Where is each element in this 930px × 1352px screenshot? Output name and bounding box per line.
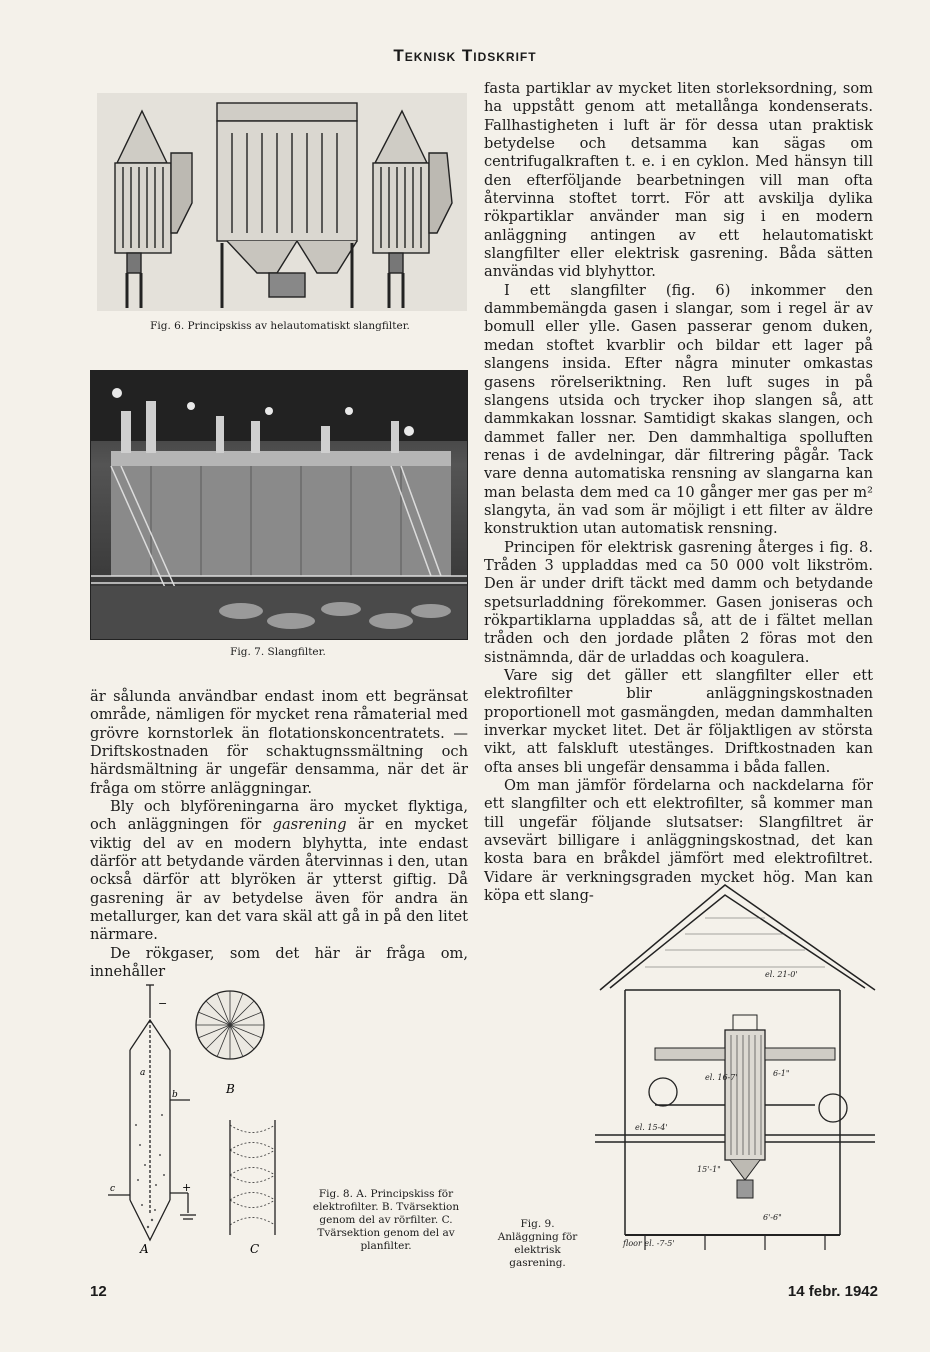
fig9-label-dim2: 6-1" <box>773 1069 790 1078</box>
paragraph: Om man jämför fördelarna och nackdelarna för ett slangfilter och ett elektrofilter, så kommer man till ungefär följande slutsatser: Slangfiltret är avsevärt billigare i anläggningskostnad, det kan kosta bara en bråkdel jämfört med elektrofiltret. Vidare är verkningsgraden mycket hög. Man kan köpa ett slang- <box>484 777 873 905</box>
issue-date: 14 febr. 1942 <box>787 1283 878 1300</box>
fig7-photo <box>90 370 468 640</box>
fig8-label-small-b: b <box>172 1090 178 1100</box>
left-column <box>90 688 468 982</box>
fig8-label-plus: + <box>182 1181 192 1194</box>
paragraph: De rökgaser, som det här är fråga om, innehåller <box>90 944 468 981</box>
paragraph: Principen för elektrisk gasrening återges i fig. 8. Tråden 3 uppladdas med ca 50 000 volt likström. Den är under drift täckt med damm och betydande spetsurladdning förekommer. Gasen joniseras och rökpartiklarna uppladdas så, att de i fältet mellan tråden och den jordade plåten 2 föras mot den sistnämnda, där de urladdas och koagulera. <box>484 538 873 666</box>
fig6-illustration <box>97 93 467 311</box>
paragraph: är sålunda användbar endast inom ett begränsat område, nämligen för mycket rena råmaterial med grövre kornstorlek än flotationskoncentratets. — Driftskostnaden för schaktugnssmältning och härdsmältning är ungefär densamma, när det är fråga om större anläggningar. <box>90 688 468 797</box>
journal-masthead: Teknisk Tidskrift <box>393 46 537 65</box>
fig9-label-el-top: el. 21-0' <box>765 970 798 979</box>
fig9-label-el-mid: el. 16-7' <box>705 1073 738 1082</box>
fig9-label-floor: floor el. -7-5' <box>623 1239 675 1248</box>
paragraph: fasta partiklar av mycket liten storleksordning, som ha uppstått genom att metallånga kondenserats. Fallhastigheten i luft är för dessa utan praktisk betydelse och detsamma kan sägas om centrifugalkraften t. e. i en cyklon. Med hänsyn till den efterföljande bearbetningen vill man ofta återvinna stoftet torrt. För att avskilja dylika rökpartiklar använder man sig i en modern anläggning antingen av ett helautomatiskt slangfilter eller elektrisk gasrening. Båda sätten användas vid blyhyttor. <box>484 80 873 281</box>
fig8-label-C: C <box>250 1242 260 1255</box>
page-number: 12 <box>90 1283 107 1300</box>
fig8-caption: Fig. 8. A. Principskiss för elektrofilter. B. Tvärsektion genom del av rörfilter. C. Tvärsektion genom del av planfilter. <box>312 1188 460 1252</box>
fig8-illustration <box>100 975 290 1255</box>
fig9-label-el-low: el. 15-4' <box>635 1123 668 1132</box>
fig9-caption: Fig. 9. Anläggning för elektrisk gasrening. <box>497 1218 578 1269</box>
fig7-caption: Fig. 7. Slangfilter. <box>230 646 326 658</box>
fig9-label-dim3: 6'-6" <box>763 1213 782 1222</box>
fig8-label-B: B <box>226 1082 235 1096</box>
fig8-label-small-a: a <box>140 1068 146 1078</box>
fig8-label-minus: − <box>158 997 168 1010</box>
paragraph: Vare sig det gäller ett slangfilter eller ett elektrofilter blir anläggningskostnaden proportionell mot gasmängden, medan dammhalten inverkar mycket litet. Det är följaktligen av största vikt, att falskluft utestänges. Driftkostnaden kan ofta anses bli ungefär densamma i båda fallen. <box>484 667 873 776</box>
fig8-label-small-c: c <box>110 1184 116 1194</box>
fig8-label-A: A <box>140 1242 149 1255</box>
fig9-illustration <box>585 880 885 1255</box>
paragraph: Bly och blyföreningarna äro mycket flyktiga, och anläggningen för gasrening är en mycket viktig del av en modern blyhytta, inte endast därför att betydande värden återvinnas i den, utan också därför att blyröken är ytterst giftig. Då gasrening är av betydelse även för andra än metallurger, kan det vara skäl att gå in på den litet närmare. <box>90 798 468 944</box>
right-column <box>484 80 873 905</box>
fig9-label-dim: 15'-1" <box>697 1165 721 1174</box>
paragraph: I ett slangfilter (fig. 6) inkommer den dammbemängda gasen i slangar, som i regel är av bomull eller ylle. Gasen passerar genom duken, medan stoftet kvarblir och bildar ett lager på slangens insida. Efter några minuter omkastas gasens rörelseriktning. Ren luft suges in på slangens utsida och trycker ihop slangen så, att dammkakan lossnar. Samtidigt skakas slangen, och dammet faller ner. Den dammhaltiga spolluften renas i de avdelningar, där filtrering pågår. Tack vare denna automatiska rensning av slangarna kan man belasta dem med ca 10 gånger mer gas per m² slangyta, än vad som är möjligt i ett filter av äldre konstruktion utan automatisk rensning. <box>484 281 873 538</box>
fig6-caption: Fig. 6. Principskiss av helautomatiskt slangfilter. <box>150 320 410 332</box>
